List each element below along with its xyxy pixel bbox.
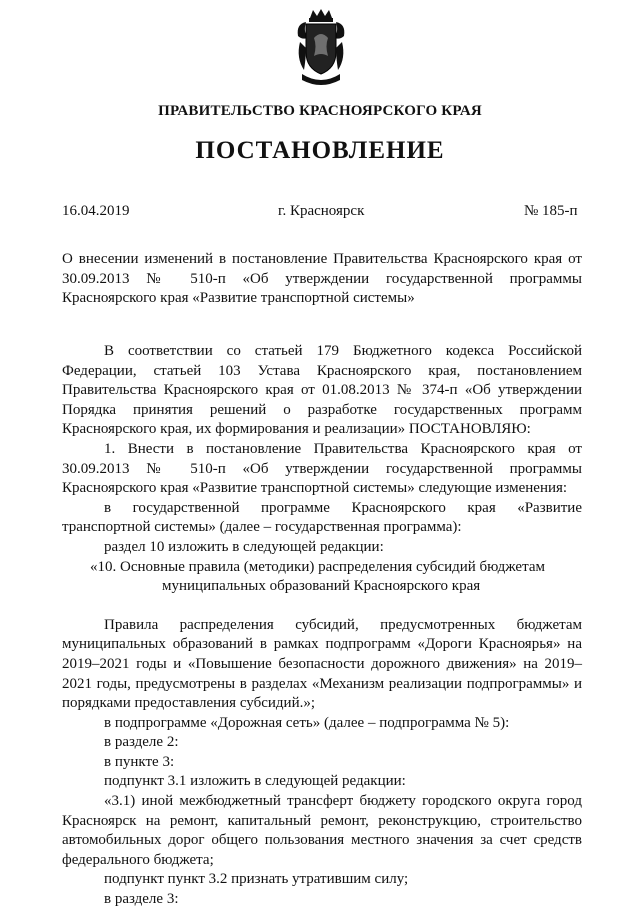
section-heading <box>62 558 582 597</box>
paragraph: Правила распределения субсидий, предусмотренных бюджетам муниципальных образований в рамках подпрограмм «Дороги Красноярья» на 2019–2021 годы и «Повышение безопасности дорожного движения» на 2019–2021 годы, предусмотрены в разделах «Механизм реализации подпрограммы» и порядками предоставления субсидий.»; <box>62 616 582 712</box>
paragraph: подпункт 3.1 изложить в следующей редакции: <box>104 773 406 790</box>
document-number: № 185-п <box>524 203 578 219</box>
section-heading-line2: муниципальных образований Красноярского края <box>162 578 481 595</box>
paragraph: «3.1) иной межбюджетный трансферт бюджету городского округа город Красноярск на ремонт, капитальный ремонт, реконструкцию, строительство автомобильных дорог общего пользования местного значения за счет средств федерального бюджета; <box>62 793 582 868</box>
paragraph: в пункте 3: <box>104 753 175 770</box>
paragraph: в государственной программе Красноярского края «Развитие транспортной системы» (далее – государственная программа): <box>62 499 582 536</box>
section-heading-line1: «10. Основные правила (методики) распределения субсидий бюджетам <box>90 558 545 575</box>
document-city: г. Красноярск <box>278 203 365 219</box>
government-title: ПРАВИТЕЛЬСТВО КРАСНОЯРСКОГО КРАЯ <box>158 103 482 119</box>
paragraph: в подпрограмме «Дорожная сеть» (далее – подпрограмма № 5): <box>104 714 510 731</box>
paragraph: 1. Внести в постановление Правительства Красноярского края от 30.09.2013 № 510-п «Об утверждении государственной программы Красноярского края «Развитие транспортной системы» следующие изменения: <box>62 440 582 497</box>
coat-of-arms-icon <box>294 8 348 90</box>
paragraph: раздел 10 изложить в следующей редакции: <box>104 538 384 555</box>
paragraph: в разделе 3: <box>104 891 179 908</box>
document-subject: О внесении изменений в постановление Правительства Красноярского края от 30.09.2013 № 510-п «Об утверждении государственной программы Красноярского края «Развитие транспортной системы» <box>62 251 582 306</box>
paragraph: в разделе 2: <box>104 734 179 751</box>
document-date: 16.04.2019 <box>62 203 130 219</box>
document-type-title: ПОСТАНОВЛЕНИЕ <box>195 137 445 164</box>
paragraph: В соответствии со статьей 179 Бюджетного кодекса Российской Федерации, статьей 103 Устава Красноярского края, постановлением Правительства Красноярского края от 01.08.2013 № 374-п «Об утверждении Порядка принятия решений о разработке государственных программ Красноярского края, их формирования и реализации» ПОСТАНОВЛЯЮ: <box>62 343 582 438</box>
paragraph: подпункт пункт 3.2 признать утратившим силу; <box>104 871 409 888</box>
document-body <box>62 342 582 910</box>
